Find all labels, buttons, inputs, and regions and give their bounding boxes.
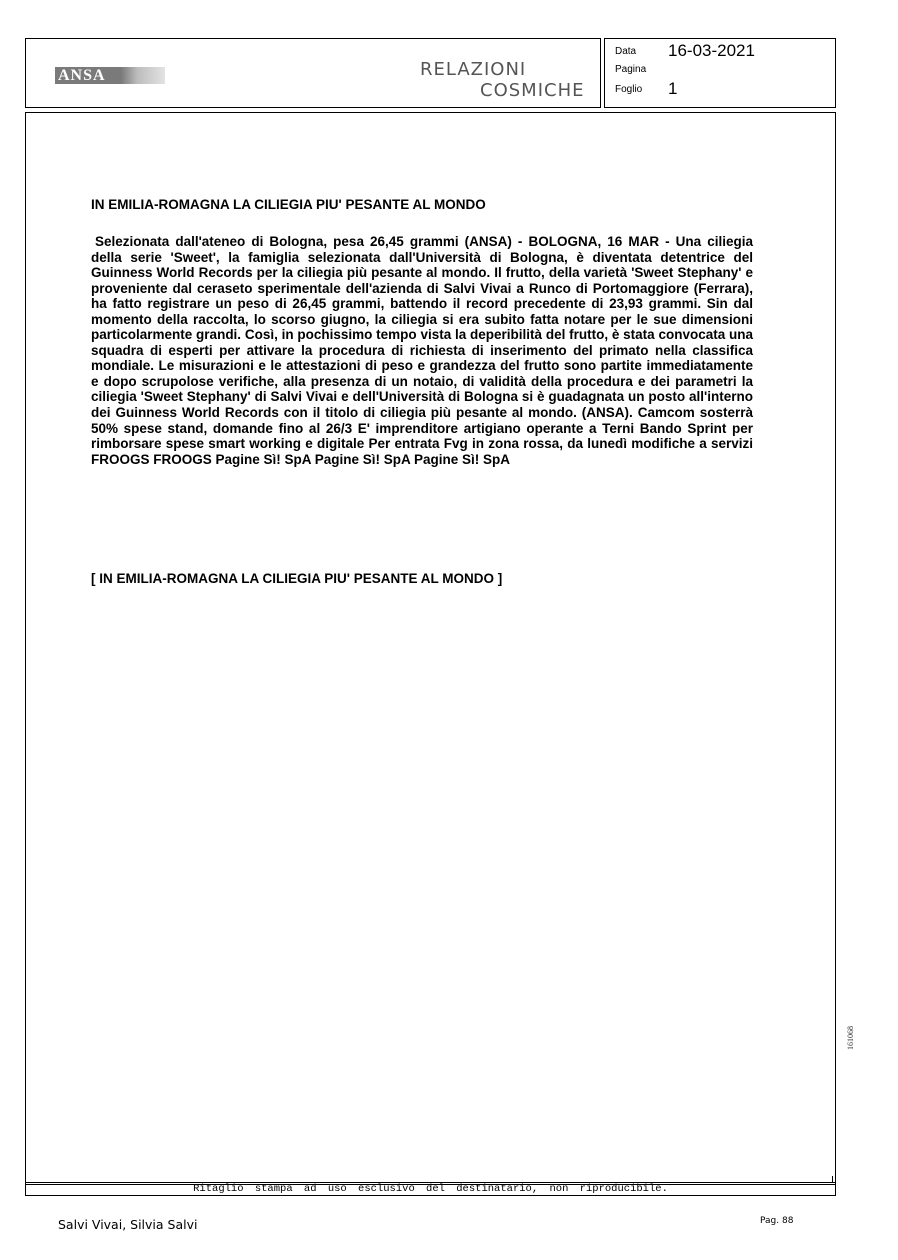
article-title: IN EMILIA-ROMAGNA LA CILIEGIA PIU' PESANTE AL MONDO xyxy=(91,197,486,212)
article-body: Selezionata dall'ateneo di Bologna, pesa 26,45 grammi (ANSA) - BOLOGNA, 16 MAR - Una ciliegia della serie 'Sweet', la famiglia selezionata dall'Università di Bologna, è diventata detentrice del Guinness World Records per la ciliegia più pesante al mondo. Il frutto, della varietà 'Sweet Stephany' e proveniente dal ceraseto sperimentale dell'azienda di Salvi Vivai a Runco di Portomaggiore (Ferrara), ha fatto registrare un peso di 26,45 grammi, battendo il record precedente di 23,93 grammi. Sin dal momento della raccolta, lo scorso giugno, la ciliegia si era subito fatta notare per le sue dimensioni particolarmente grandi. Così, in pochissimo tempo vista la deperibilità del frutto, è stata convocata una squadra di esperti per attivare la procedura di richiesta di inserimento del primato nella classifica mondiale. Le misurazioni e le attestazioni di peso e grandezza del frutto sono partite immediatamente e dopo scrupolose verifiche, alla presenza di un notaio, di validità della procedura e dei parametri la ciliegia 'Sweet Stephany' di Salvi Vivai e dell'Università di Bologna si è guadagnata un posto all'interno dei Guinness World Records con il titolo di ciliegia più pesante al mondo. (ANSA). Camcom sosterrà 50% spese stand, domande fino al 26/3 E' imprenditore artigiano operante a Terni Bando Sprint per rimborsare spese smart working e digitale Per entrata Fvg in zona rossa, da lunedì modifiche a servizi FROOGS FROOGS Pagine Sì! SpA Pagine Sì! SpA Pagine Sì! SpA xyxy=(91,234,753,467)
brand-line-1: RELAZIONI xyxy=(420,59,527,80)
sheet-value: 1 xyxy=(668,79,678,98)
brand-line-2: COSMICHE xyxy=(480,80,585,101)
header-brand-box xyxy=(25,38,601,108)
side-code-text: 161068 xyxy=(846,1026,855,1050)
ansa-logo: ANSA xyxy=(55,67,165,84)
disclaimer-text: Ritaglio stampa ad uso esclusivo del destinatario, non riproducibile. xyxy=(193,1183,668,1195)
author-name: Salvi Vivai, Silvia Salvi xyxy=(58,1217,198,1232)
date-value: 16-03-2021 xyxy=(668,41,755,60)
sheet-label: Foglio xyxy=(615,84,643,95)
corner-tick xyxy=(832,1176,837,1183)
disclaimer-bar xyxy=(25,1182,836,1196)
page-label: Pagina xyxy=(615,64,647,75)
article-closing-title: [ IN EMILIA-ROMAGNA LA CILIEGIA PIU' PESANTE AL MONDO ] xyxy=(91,571,503,586)
date-label: Data xyxy=(615,46,637,57)
clipping-header xyxy=(25,38,836,110)
relazioni-cosmiche-logo xyxy=(420,59,600,103)
header-meta-box xyxy=(604,38,836,108)
page-number: Pag. 88 xyxy=(760,1216,794,1226)
